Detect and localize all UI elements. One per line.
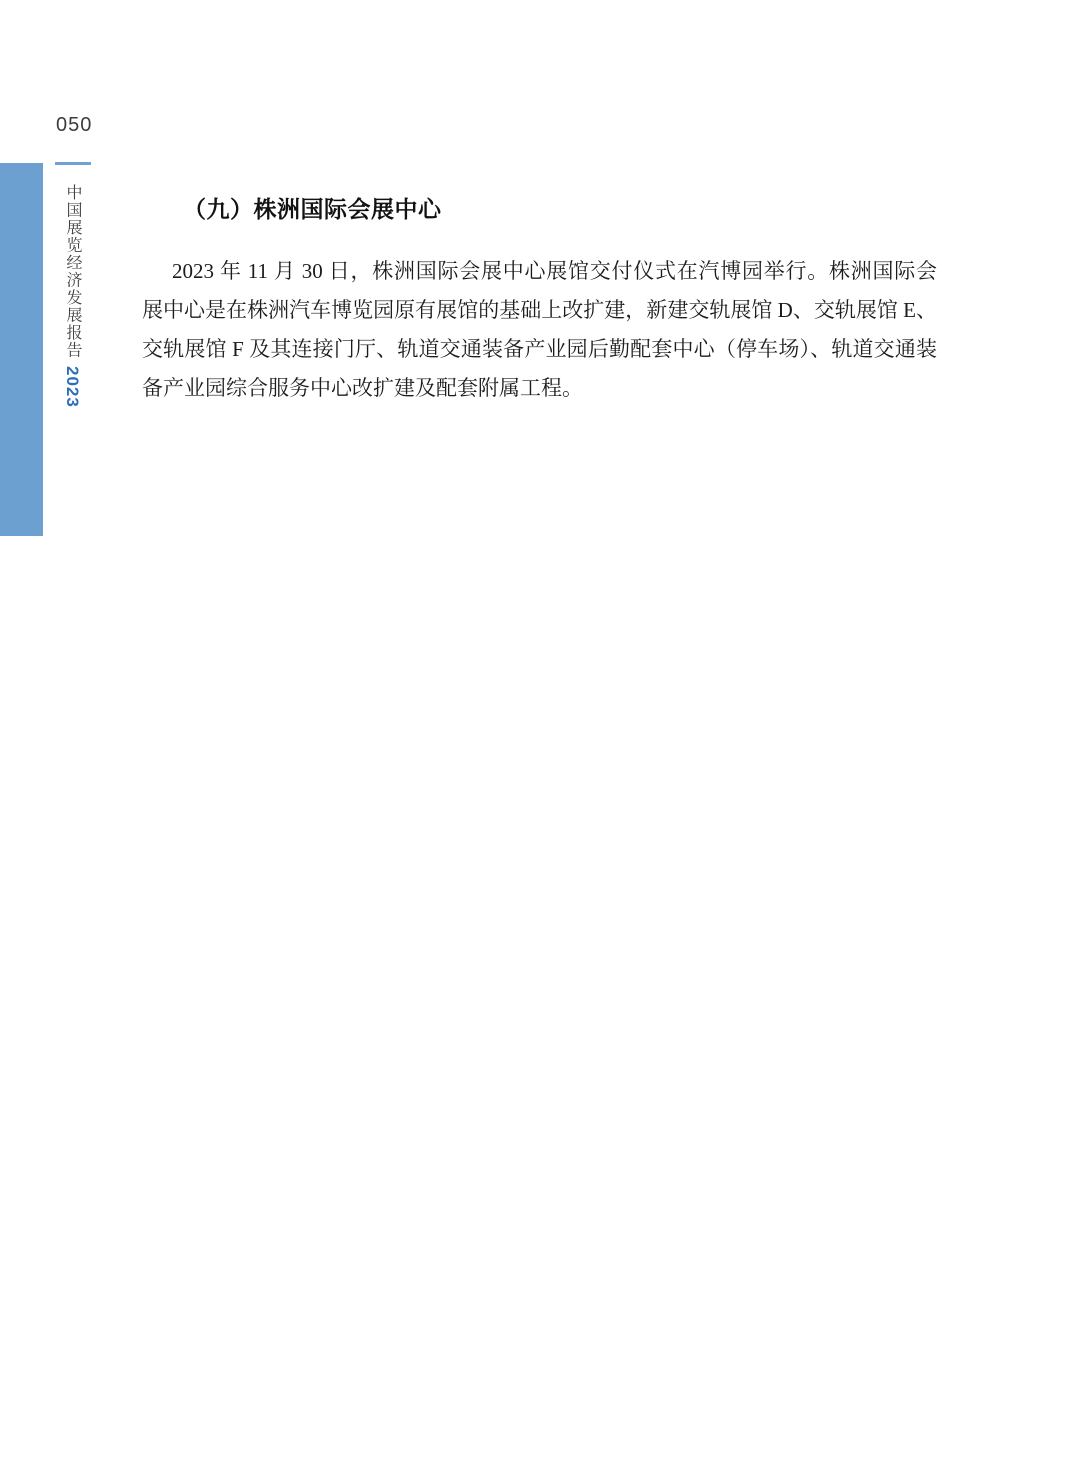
page-number: 050 [56,114,93,136]
report-title-text: 中国展览经济发展报告 [64,184,81,359]
paragraph-line: 展中心是在株洲汽车博览园原有展馆的基础上改扩建，新建交轨展馆 D、交轨展馆 E、 [142,298,937,322]
sidebar-vertical-title [61,184,84,464]
paragraph-line: 2023 年 11 月 30 日，株洲国际会展中心展馆交付仪式在汽博园举行。株洲国际会 [172,259,937,283]
paragraph-line: 交轨展馆 F 及其连接门厅、轨道交通装备产业园后勤配套中心（停车场）、轨道交通装 [142,337,937,361]
body-paragraph [142,252,937,408]
sidebar-accent-bar [0,163,43,536]
report-year-text: 2023 [63,366,82,408]
page-number-rule [55,162,91,165]
section-heading: （九）株洲国际会展中心 [183,196,442,222]
paragraph-line: 备产业园综合服务中心改扩建及配套附属工程。 [142,376,583,400]
